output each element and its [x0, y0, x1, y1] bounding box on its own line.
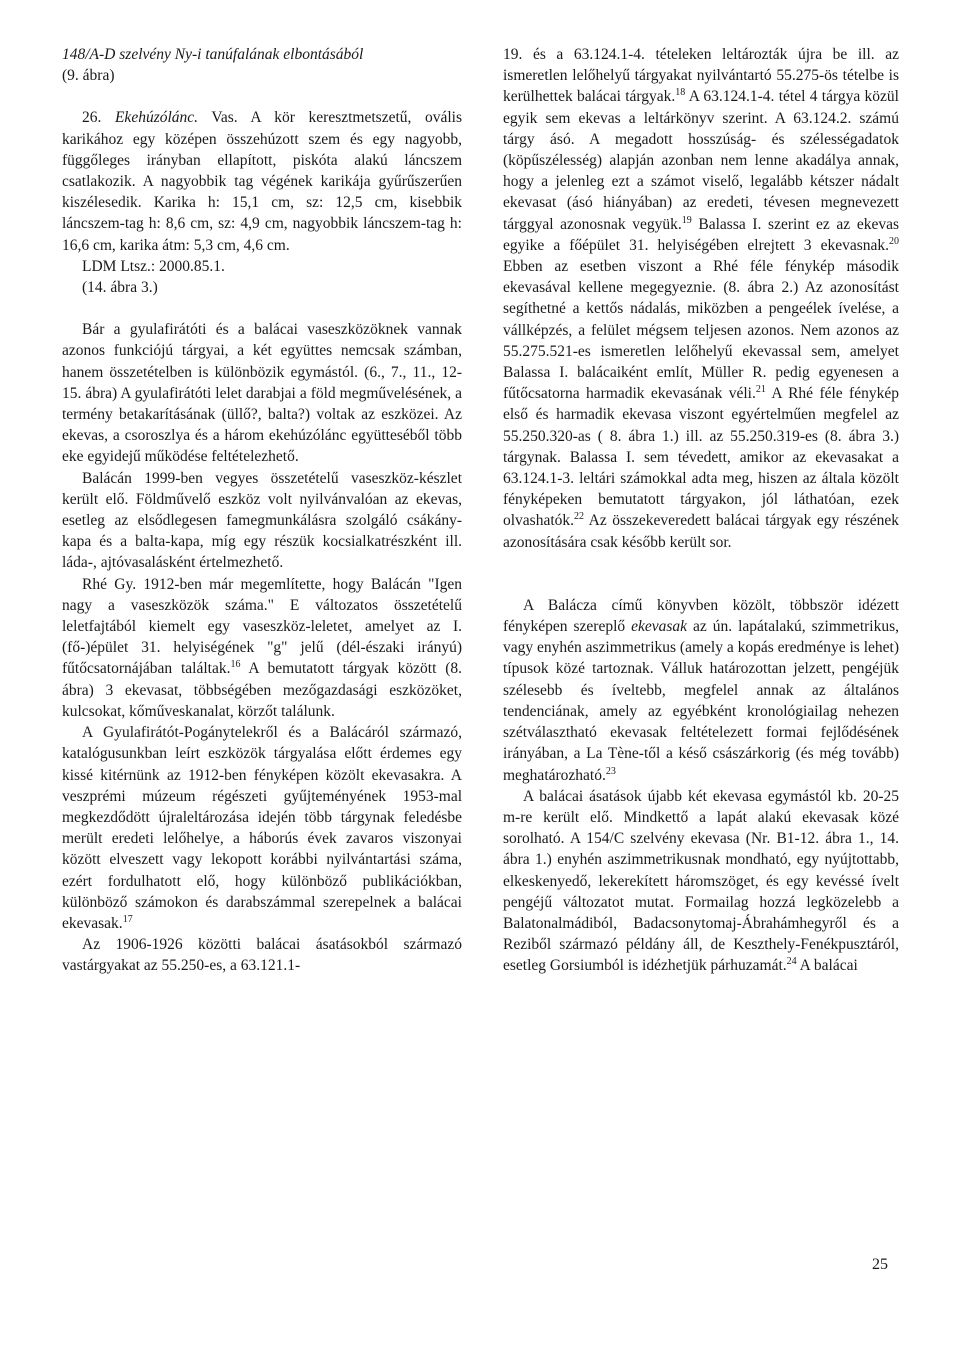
footnote-ref: 16 — [230, 659, 241, 671]
footnote-ref: 19 — [681, 214, 692, 226]
paragraph: A balácai ásatások újabb két ekevasa egymástól kb. 20-25 m-re került elő. Mindkettő a lapát alakú ekevasak közé sorolható. A 154/C szelvény ekevasa (Nr. B1-12. ábra 1., 14. ábra 1.) enyhén aszimmetrikusnak mondható, egy nyújtottabb, elkeskenyedő, lekerekített háromszöget, és egy kevéssé ívelt pengéjű változatot mutat. Formailag hozzá legközelebb a Balatonalmádiból, Badacsonytomaj-Ábrahámhegyről és a Reziből származó példány áll, de Keszthely-Fenékpusztáról, esetleg Gorsiumból is idézhetjük párhuzamát.$^{24}$ A balácai — [503, 787, 899, 975]
paragraph: 19. és a 63.124.1-4. tételeken leltározták újra be ill. az ismeretlen lelőhelyű tárgyakat nyilvántartó 55.275-ös tételbe is kerülhettek balácai tárgyak.$^{18}$ A 63.124.1-4. tétel 4 tárgya közül egyik sem ekevas a leltárkönyv szerint. A 63.124.2. számú tárgy ásó. A megadott hosszúság- és szélességadatok (köpűszélesség) alapján azonban nem lenne akadálya annak, hogy a jelenleg ezt a számot viselő, legalább kétszer nádalt ekevasat (ásó hiányában) az eredeti, tévesen megnevezett tárggyal azonosnak vegyük.$^{19}$ Balassa I. szerint ez az ekevas egyike a főépület 31. helyiségében elrejtett 3 ekevasnak.$^{20}$ Ebben az esetben viszont a Rhé féle fénykép második ekevasával kellene megegyeznie. (8. ábra 2.) Az azonosítást segíthetné a kettős nádalás, miközben a pengeélek ívelése, a vállképzés, a felület mégsem teljesen azonos. Nem azonos az 55.275.521-es ismeretlen lelőhelyű ekevassal sem, amelyet Balassa I. balácaiként említ, Müller R. pedig egyenesen a fűtőcsatorna harmadik ekevasának véli.$^{21}$ A Rhé féle fénykép első és harmadik ekevasa viszont egyértelműen megfelel az 55.250.320-as ( 8. ábra 1.) ill. az 55.250.319-es (8. ábra 3.) tárgynak. Balassa I. sem tévedett, amikor az ekevasakat a 63.124.1-3. leltári számokkal adta meg, hiszen az általa közölt fényképeken bemutatott tárgyakon, jól láthatóan, ezek olvashatók.$^{22}$ Az összekeveredett balácai tárgyak egy részének azonosítására csak később került sor. — [503, 46, 900, 551]
footnote-ref: 17 — [122, 913, 133, 925]
page-number: 25 — [872, 1256, 888, 1273]
catalog-item-26: 26. Ekehúzólánc. Vas. A kör keresztmetszetű, ovális karikához egy középen összehúzott szem és egy nagyobb, függőleges irányban ellapított, piskóta alakú láncszem csatlakozik. A nagyobbik tag végének karikája gyűrűszerűen kiszélesedik. Karika h: 15,1 cm, sz: 12,5 cm, kisebbik láncszem-tag h: 8,6 cm, sz: 4,9 cm, nagyobbik láncszem-tag h: 16,6 cm, karika átm: 5,3 cm, 4,6 cm. — [62, 109, 462, 254]
paragraph: Balácán 1999-ben vegyes összetételű vaseszköz-készlet került elő. Földművelő eszköz volt nyilvánvalóan az ekevas, esetleg az elsődlegesen famegmunkálásra szolgáló csákány-kapa és a balta-kapa, míg egy részük kocsialkatrészként ill. láda-, ajtóvasalásként értelmezhető. — [62, 469, 462, 572]
footnote-ref: 23 — [605, 765, 616, 777]
left-column — [62, 44, 462, 977]
item-name: Ekehúzólánc. — [114, 109, 199, 127]
section-header: 148/A-D szelvény Ny-i tanúfalának elbontásából — [62, 46, 364, 63]
paragraph: Az 1906-1926 közötti balácai ásatásokból származó vastárgyakat az 55.250-es, a 63.121.1- — [62, 936, 462, 975]
footnote-ref: 20 — [889, 235, 899, 247]
footnote-ref: 21 — [755, 384, 766, 396]
footnote-ref: 24 — [786, 956, 797, 968]
paragraph: Rhé Gy. 1912-ben már megemlítette, hogy Balácán "Igen nagy a vaseszközök száma." E változatos összetételű leletfajtából kiemelt egy vaseszköz-leletet, amelyet az I. (fő-)épület 31. helyiségének "g" jelű (dél-északi irányú) fűtőcsatornájában találtak.$^{16}$ A bemutatott tárgyak között (8. ábra) 3 ekevasat, többségében mezőgazdasági eszközöket, kulcsokat, kőművеskanalat, körzőt találunk. — [62, 575, 462, 720]
paragraph: A Balácza című könyvben közölt, többször idézett fényképen szereplő ekevasak az ún. lapátalakú, szimmetrikus, vagy enyhén aszimmetrikus (amely a kopás eredménye is lehet) típusok közé tartoznak. Válluk határozottan jelzett, pengéjük szélesebb és íveltebb, megfelel annak az általános tendenciának, amely az egyébként kronológiailag nehezen szétválasztható ekevasak feltételezett formai fejlődésének irányában, a La Tène-től a késő császárkorig (és még tovább) meghatározható.$^{23}$ — [503, 596, 899, 784]
footnote-ref: 18 — [675, 87, 686, 99]
paragraph: Bár a gyulafirátóti és a balácai vaseszközöknek vannak azonos funkciójú tárgyai, a két együttes nemcsak számban, hanem összetételben is különbözik egymástól. (6., 7., 11., 12-15. ábra) A gyulafirátóti lelet darabjai a föld megművelésének, a termény betakarításának (üllő?, balta?) voltak az eszközei. Az ekevas, a csoroszlya és a három ekehúzólánc együtteséből több eke egyidejű működése feltételezhető. — [62, 321, 462, 466]
paragraph: A Gyulafirátót-Pogánytelekről és a Balácáról származó, katalógusunkban leírt eszközök tárgyalása előtt érdemes egy kissé kitérnünk az 1912-ben fényképen közölt ekevasakra. A veszprémi múzeum régészeti gyűjteményének 1953-mal megkezdődött újraleltározása idején több tárgynak feledésbe merült eredeti lelőhelye, a háborús évek zavaros viszonyai között elveszett vagy lekopott korábbi nyilvántartási száma, ezért fordulhatott elő, hogy különböző publikációkban, különböző számokon és darabszámmal szerepelnek a balácai ekevasak.$^{17}$ — [62, 724, 462, 932]
footnote-ref: 22 — [574, 511, 585, 523]
figure-reference: (14. ábra 3.) — [82, 279, 158, 297]
section-header-figure-ref: (9. ábra) — [62, 67, 115, 85]
right-column — [503, 44, 899, 977]
inventory-number: LDM Ltsz.: 2000.85.1. — [82, 257, 225, 275]
